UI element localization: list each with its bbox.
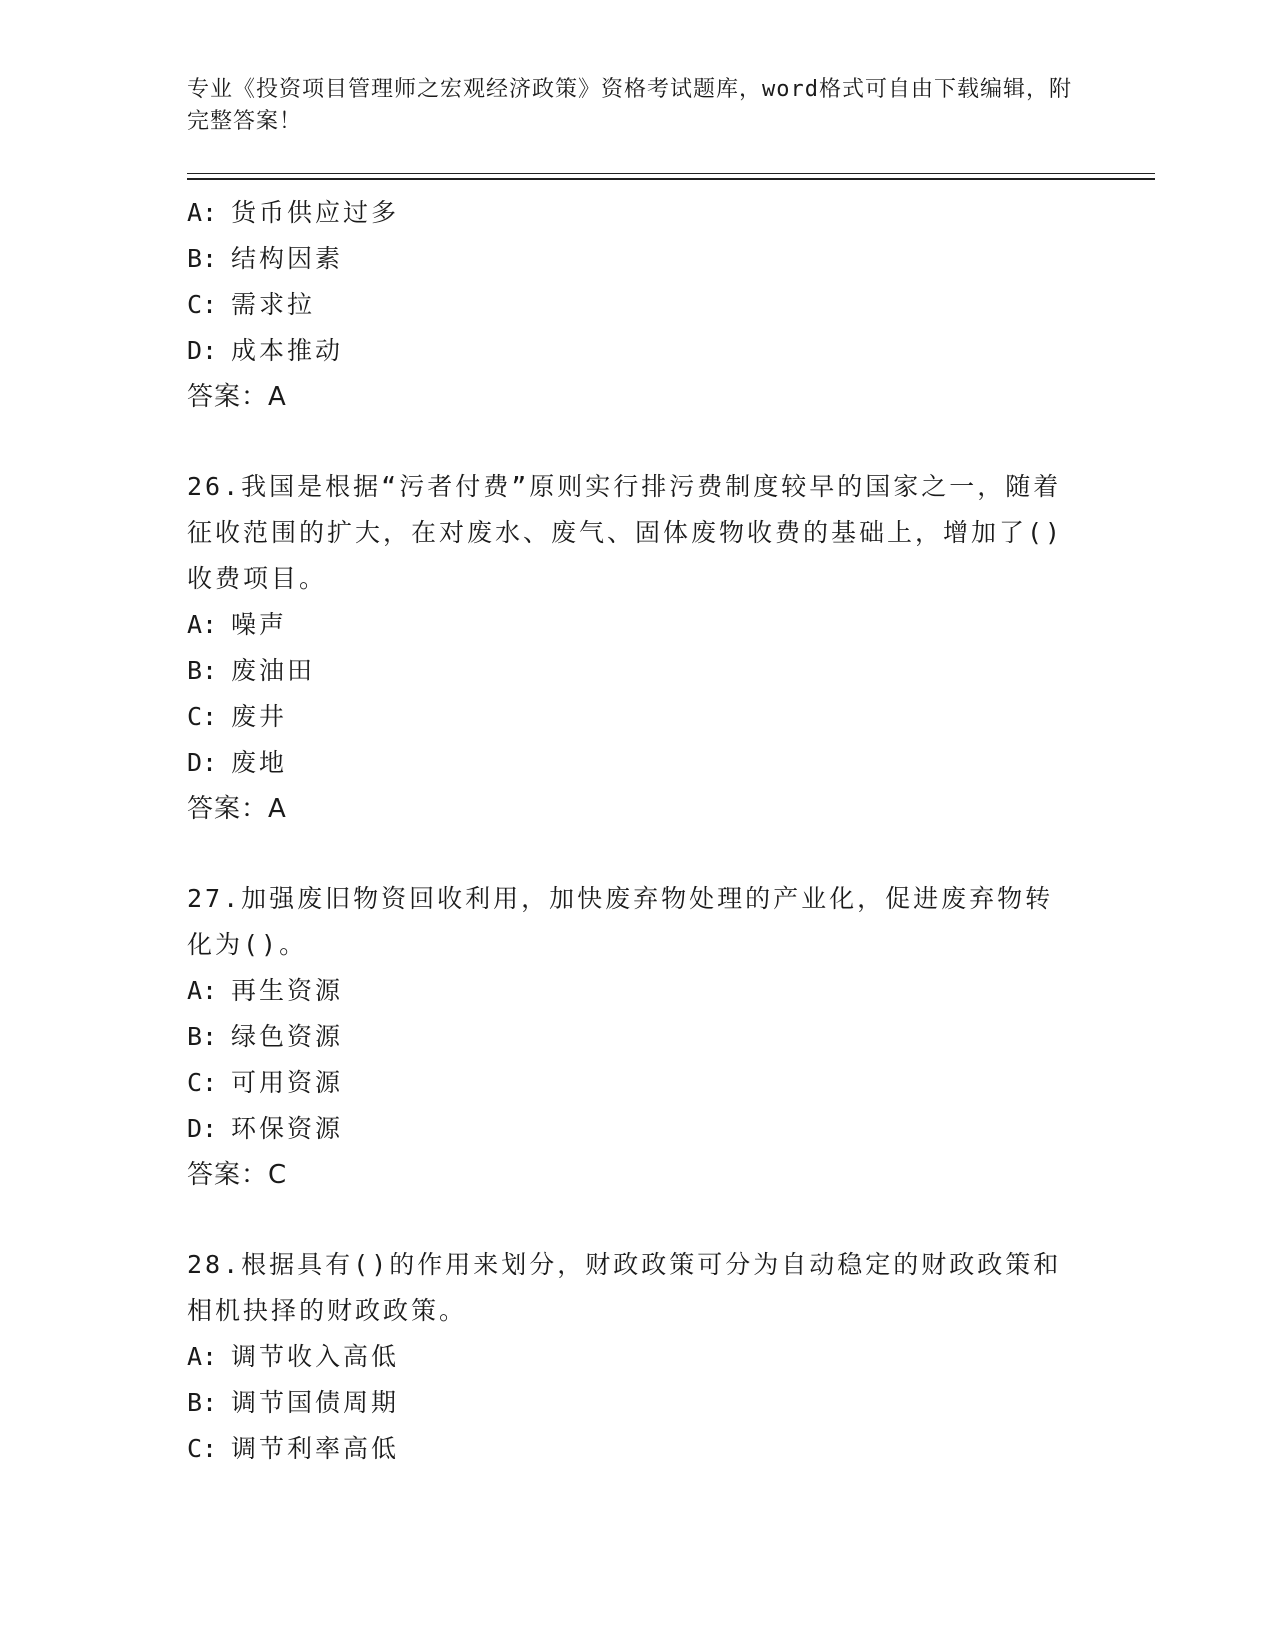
option-d: D: 废地 <box>187 748 288 777</box>
answer-line: 答案：C <box>187 1160 288 1190</box>
option-d: D: 成本推动 <box>187 336 344 365</box>
answer-line: 答案：A <box>187 794 287 824</box>
option-c: C: 需求拉 <box>187 290 316 319</box>
option-d: D: 环保资源 <box>187 1114 344 1143</box>
header-rule-thick <box>187 178 1155 180</box>
option-a: A: 噪声 <box>187 610 288 639</box>
question-stem: 26.我国是根据“污者付费”原则实行排污费制度较早的国家之一，随着征收范围的扩大，在对废水、废气、固体废物收费的基础上，增加了()收费项目。 <box>187 472 1064 593</box>
document-header: 专业《投资项目管理师之宏观经济政策》资格考试题库，word格式可自由下载编辑，附完整答案！ <box>187 77 1072 134</box>
header-rule-thin <box>187 173 1155 174</box>
option-c: C: 调节利率高低 <box>187 1434 400 1463</box>
option-b: B: 绿色资源 <box>187 1022 344 1051</box>
content-area <box>187 190 1087 1472</box>
question-27 <box>187 876 1087 1198</box>
option-c: C: 可用资源 <box>187 1068 344 1097</box>
answer-line: 答案：A <box>187 382 287 412</box>
option-b: B: 调节国债周期 <box>187 1388 400 1417</box>
option-b: B: 结构因素 <box>187 244 344 273</box>
question-stem: 28.根据具有()的作用来划分，财政政策可分为自动稳定的财政政策和相机抉择的财政政策。 <box>187 1250 1062 1325</box>
question-26 <box>187 464 1087 832</box>
question-28 <box>187 1242 1087 1472</box>
option-a: A: 再生资源 <box>187 976 344 1005</box>
option-c: C: 废井 <box>187 702 288 731</box>
continued-question <box>187 190 1087 420</box>
option-a: A: 调节收入高低 <box>187 1342 400 1371</box>
option-b: B: 废油田 <box>187 656 316 685</box>
option-a: A: 货币供应过多 <box>187 198 400 227</box>
question-stem: 27.加强废旧物资回收利用，加快废弃物处理的产业化，促进废弃物转化为()。 <box>187 884 1054 959</box>
